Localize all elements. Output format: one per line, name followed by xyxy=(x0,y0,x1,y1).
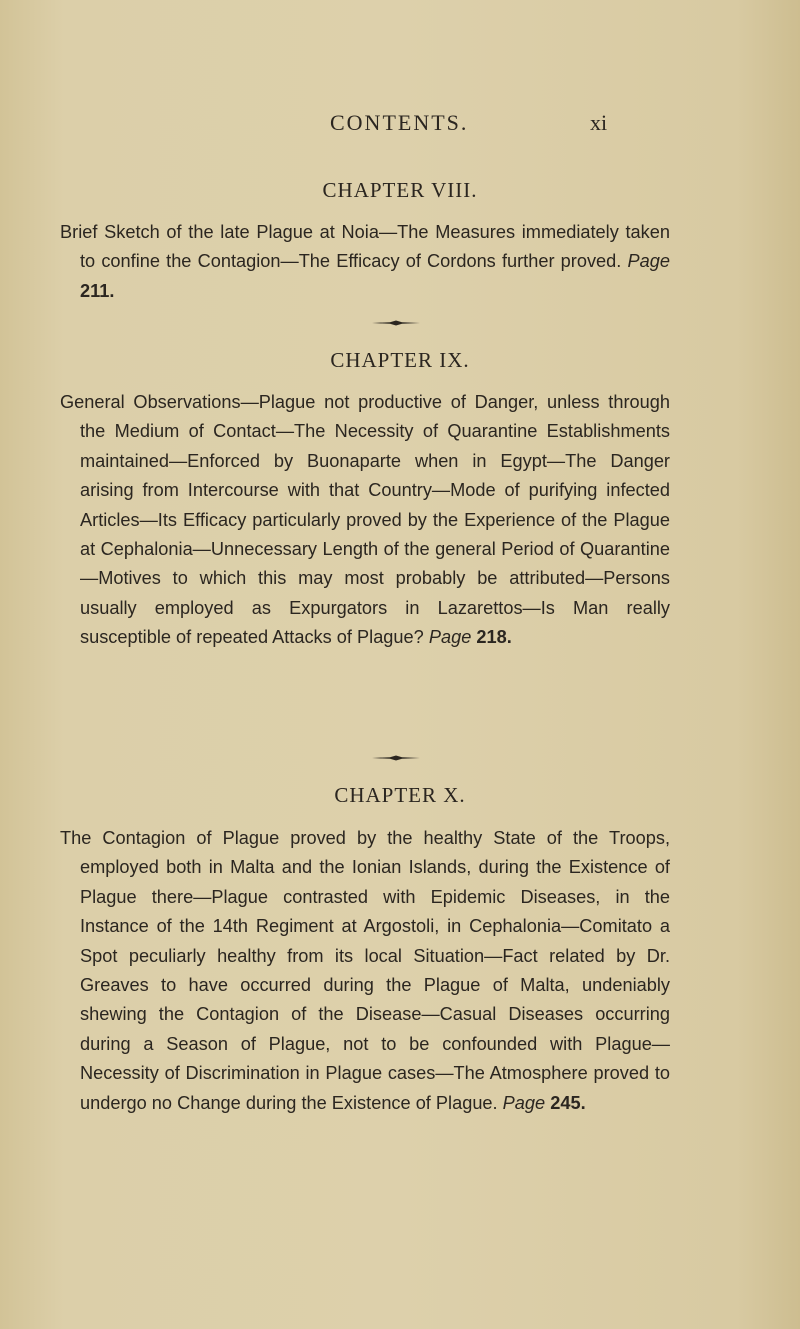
ornamental-divider xyxy=(372,755,420,761)
ornamental-divider xyxy=(372,320,420,326)
running-head xyxy=(0,110,800,140)
summary-text: Brief Sketch of the late Plague at Noia—The Measures immediately taken to confine the Contagion—The Efficacy of Cordons further proved. xyxy=(60,222,670,272)
running-title: CONTENTS. xyxy=(330,110,469,135)
chapter-summary-8 xyxy=(60,218,670,306)
chapter-heading-9: CHAPTER IX. xyxy=(330,348,470,372)
chapter-summary-9 xyxy=(60,388,670,653)
page-ref-label: Page xyxy=(627,251,670,272)
page-ref-label: Page xyxy=(502,1092,546,1113)
page-ref-number: 245. xyxy=(550,1092,586,1113)
chapter-summary-10 xyxy=(60,824,670,1118)
page-ref-number: 211. xyxy=(80,280,115,301)
summary-text: General Observations—Plague not productive of Danger, unless through the Medium of Contact—The Necessity of Quarantine Establishments maintained—Enforced by Buonaparte when in Egypt—The Danger arising from Intercourse with that Country—Mode of purifying infected Articles—Its Efficacy particularly proved by the Experience of the Plague at Cephalonia—Unnecessary Length of the general Period of Quarantine—Motives to which this may most probably be attributed—Persons usually employed as Expurgators in Lazarettos—Is Man really susceptible of repeated Attacks of Plague? xyxy=(60,392,670,648)
page-ref-label: Page xyxy=(428,627,472,648)
chapter-heading-10: CHAPTER X. xyxy=(334,783,466,807)
page-ref-number: 218. xyxy=(476,627,512,648)
summary-text: The Contagion of Plague proved by the healthy State of the Troops, employed both in Malta and the Ionian Islands, during the Existence of Plague there—Plague contrasted with Epidemic Diseases, in the Instance of the 14th Regiment at Argostoli, in Cephalonia—Comitato a Spot peculiarly healthy from its local Situation—Fact related by Dr. Greaves to have occurred during the Plague of Malta, undeniably shewing the Contagion of the Disease—Casual Diseases occurring during a Season of Plague, not to be confounded with Plague—Necessity of Discrimination in Plague cases—The Atmosphere proved to undergo no Change during the Existence of Plague. xyxy=(60,828,670,1113)
chapter-heading-8: CHAPTER VIII. xyxy=(322,178,478,202)
page-folio: xi xyxy=(590,110,608,135)
